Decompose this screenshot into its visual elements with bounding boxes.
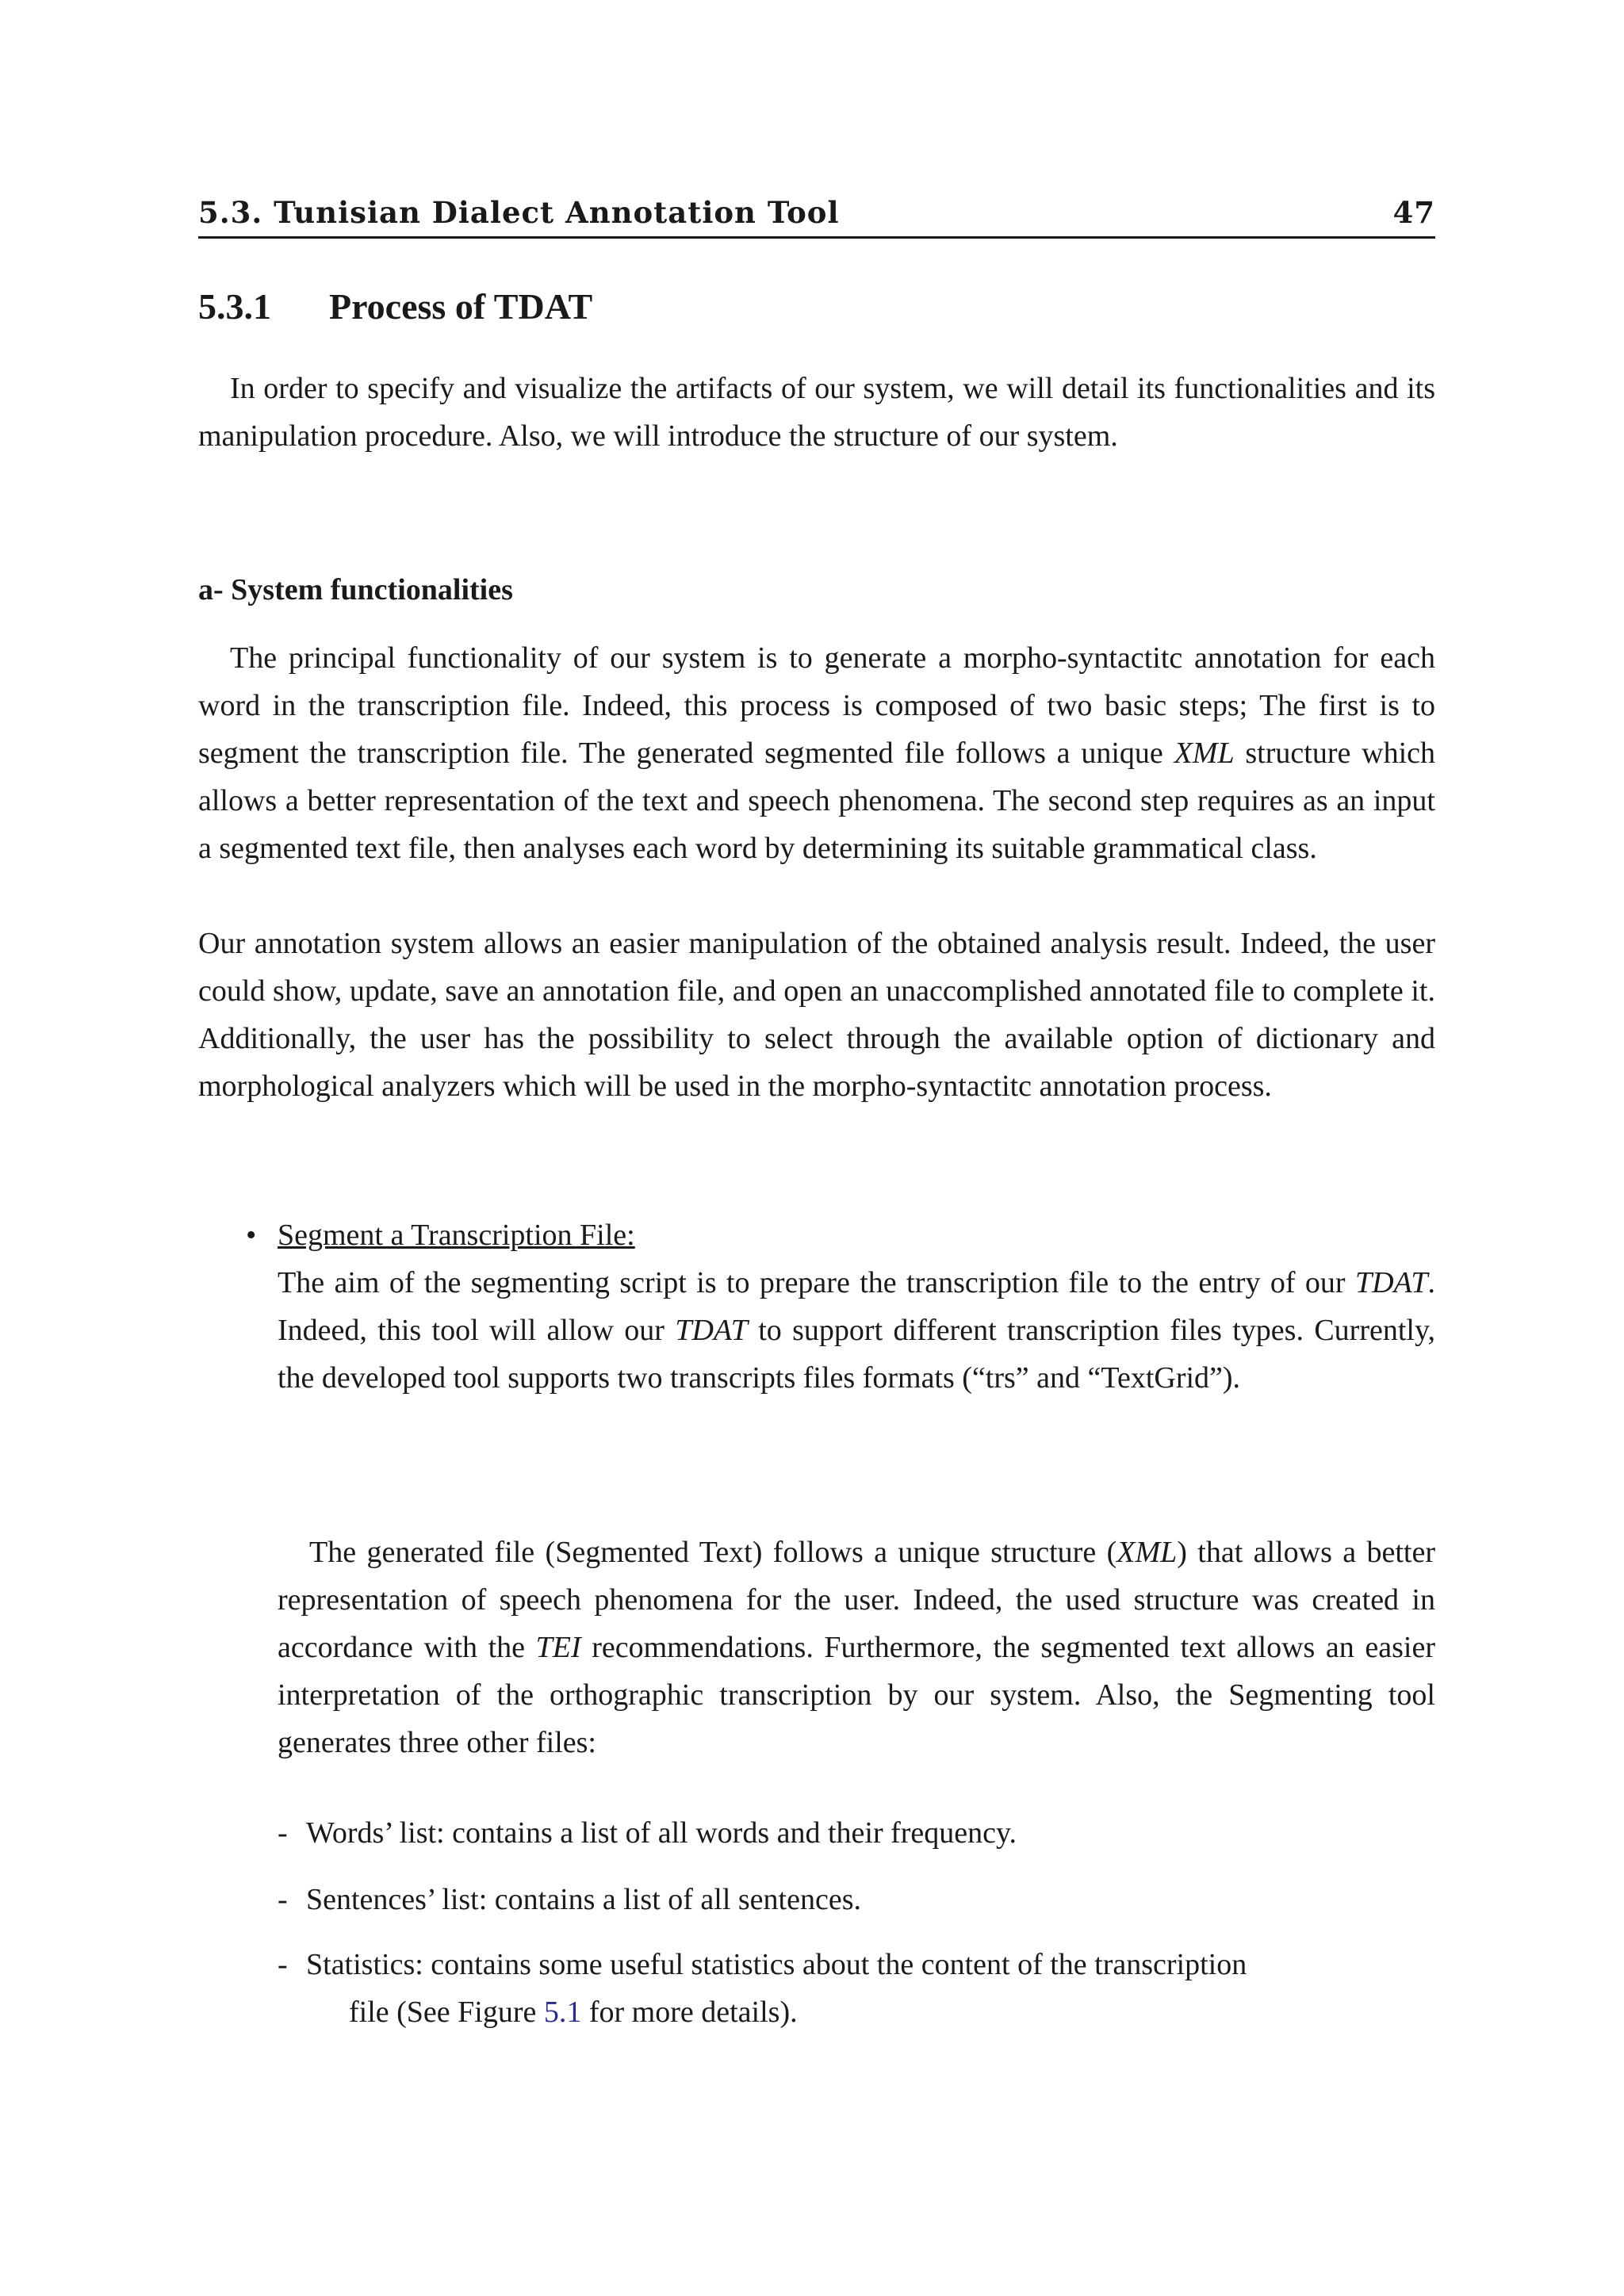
segmented-paragraph	[278, 1529, 1435, 1766]
bullet-text-c: to support different transcription files types. Currently, the developed tool supports two transcripts files formats (“trs” and “TextGrid”).	[278, 1314, 1435, 1395]
segmented-text-b: ) that allows a better representation of speech phenomena for the user. Indeed, the used structure was created in accordance with the	[278, 1536, 1436, 1664]
xml-term: XML	[1174, 737, 1235, 770]
bullet-text-b: . Indeed, this tool will allow our	[278, 1266, 1435, 1347]
list-item	[278, 1941, 1435, 2036]
tdat-term-2: TDAT	[675, 1314, 748, 1347]
manipulation-paragraph: Our annotation system allows an easier manipulation of the obtained analysis result. Indeed, the user could show, update, save an annotation file, and open an unaccomplished annotated file to complete it. Additionally, the user has the possibility to select through the available option of dictionary and morphological analyzers which will be used in the morpho-syntactitc annotation process.	[198, 927, 1435, 1103]
dash-marker: -	[278, 1883, 288, 1916]
dash-marker: -	[278, 1816, 288, 1850]
header-chapter-title: 5.3. Tunisian Dialect Annotation Tool	[198, 195, 840, 230]
list-item-continuation	[278, 1988, 1435, 2036]
list-item-text-b: file (See Figure	[349, 1996, 544, 2029]
tei-term: TEI	[535, 1631, 581, 1664]
tdat-term-1: TDAT	[1354, 1266, 1428, 1299]
figure-reference-link[interactable]: 5.1	[543, 1996, 582, 2029]
segmented-text-a: The generated file (Segmented Text) follows a unique structure (	[309, 1536, 1117, 1569]
list-item	[278, 1876, 1435, 1923]
functionality-paragraph	[198, 634, 1435, 872]
segmented-text-c: recommendations. Furthermore, the segmented text allows an easier interpretation of the orthographic transcription by our system. Also, the Segmenting tool generates three other files:	[278, 1631, 1435, 1759]
dash-marker: -	[278, 1948, 288, 1981]
bullet-body	[278, 1211, 1435, 1402]
header-page-number: 47	[1392, 195, 1435, 230]
functionality-text-2: structure which allows a better representation of the text and speech phenomena. The second step requires as an input a segmented text file, then analyses each word by determining its suitable grammatical class.	[198, 737, 1436, 865]
list-item-text: Statistics: contains some useful statistics about the content of the transcription	[306, 1948, 1247, 1981]
list-item-text: Sentences’ list: contains a list of all sentences.	[306, 1883, 861, 1916]
functionality-text-1: The principal functionality of our system is to generate a morpho-syntactitc annotation for each word in the transcription file. Indeed, this process is composed of two basic steps; The first is to segment the transcription file. The generated segmented file follows a unique	[198, 641, 1435, 770]
section-number: 5.3.1	[198, 286, 271, 327]
list-item-text-c: for more details).	[581, 1996, 798, 2029]
bullet-title: Segment a Transcription File:	[278, 1219, 635, 1252]
xml-term-2: XML	[1116, 1536, 1178, 1569]
subsection-heading: a- System functionalities	[198, 573, 513, 607]
bullet-text-a: The aim of the segmenting script is to prepare the transcription file to the entry of our	[278, 1266, 1355, 1299]
intro-paragraph: In order to specify and visualize the artifacts of our system, we will detail its functionalities and its manipulation procedure. Also, we will introduce the structure of our system.	[198, 372, 1435, 453]
running-header	[198, 195, 1435, 239]
bullet-icon: •	[246, 1219, 257, 1252]
list-item-text: Words’ list: contains a list of all words and their frequency.	[306, 1816, 1017, 1850]
section-heading	[198, 285, 592, 327]
section-title: Process of TDAT	[329, 286, 593, 327]
list-item	[278, 1809, 1435, 1857]
